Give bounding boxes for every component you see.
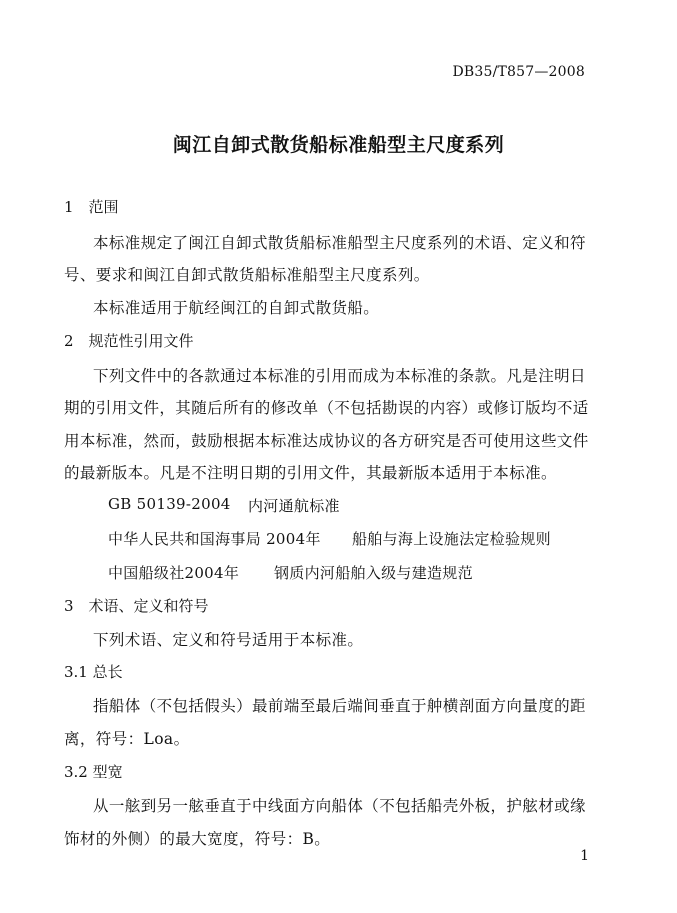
reference-code: 中国船级社2004年 bbox=[108, 564, 240, 582]
page-number: 1 bbox=[580, 848, 589, 864]
section-2-paragraph-line: 的最新版本。凡是不注明日期的引用文件，其最新版本适用于本标准。 bbox=[64, 464, 557, 482]
reference-row bbox=[108, 562, 588, 583]
reference-code: 中华人民共和国海事局 2004年 bbox=[108, 530, 321, 548]
section-3-1-paragraph-line: 指船体（不包括假头）最前端至最后端间垂直于舯横剖面方向量度的距 bbox=[93, 697, 586, 715]
section-2-paragraph-line: 用本标准，然而，鼓励根据本标准达成协议的各方研究是否可使用这些文件 bbox=[64, 432, 589, 450]
document-code: DB35/T857—2008 bbox=[452, 64, 585, 80]
section-1-paragraph-line: 本标准规定了闽江自卸式散货船标准船型主尺度系列的术语、定义和符 bbox=[93, 234, 586, 252]
section-2-paragraph-line: 下列文件中的各款通过本标准的引用而成为本标准的条款。凡是注明日 bbox=[93, 367, 586, 385]
section-3-2-heading: 3.2 型宽 bbox=[64, 763, 123, 781]
section-1-paragraph-line: 本标准适用于航经闽江的自卸式散货船。 bbox=[93, 299, 380, 317]
reference-name: 钢质内河船舶入级与建造规范 bbox=[274, 564, 473, 582]
reference-name: 内河通航标准 bbox=[248, 497, 340, 515]
document-title: 闽江自卸式散货船标准船型主尺度系列 bbox=[172, 134, 505, 156]
section-3-heading: 3 术语、定义和符号 bbox=[64, 597, 209, 615]
reference-name: 船舶与海上设施法定检验规则 bbox=[352, 530, 551, 548]
section-3-1-heading: 3.1 总长 bbox=[64, 663, 123, 681]
reference-row bbox=[108, 528, 588, 549]
section-3-2-paragraph-line: 从一舷到另一舷垂直于中线面方向船体（不包括船壳外板，护舷材或缘 bbox=[93, 797, 586, 815]
reference-row bbox=[108, 495, 588, 513]
section-3-paragraph-line: 下列术语、定义和符号适用于本标准。 bbox=[93, 631, 364, 649]
reference-code: GB 50139-2004 bbox=[108, 495, 231, 513]
section-1-paragraph-line: 号、要求和闽江自卸式散货船标准船型主尺度系列。 bbox=[64, 266, 430, 284]
section-1-heading: 1 范围 bbox=[64, 198, 119, 216]
section-2-paragraph-line: 期的引用文件，其随后所有的修改单（不包括勘误的内容）或修订版均不适 bbox=[64, 399, 589, 417]
section-2-heading: 2 规范性引用文件 bbox=[64, 332, 194, 350]
section-3-1-paragraph-line: 离，符号：Loa。 bbox=[64, 730, 190, 748]
section-3-2-paragraph-line: 饰材的外侧）的最大宽度，符号：B。 bbox=[64, 830, 331, 848]
